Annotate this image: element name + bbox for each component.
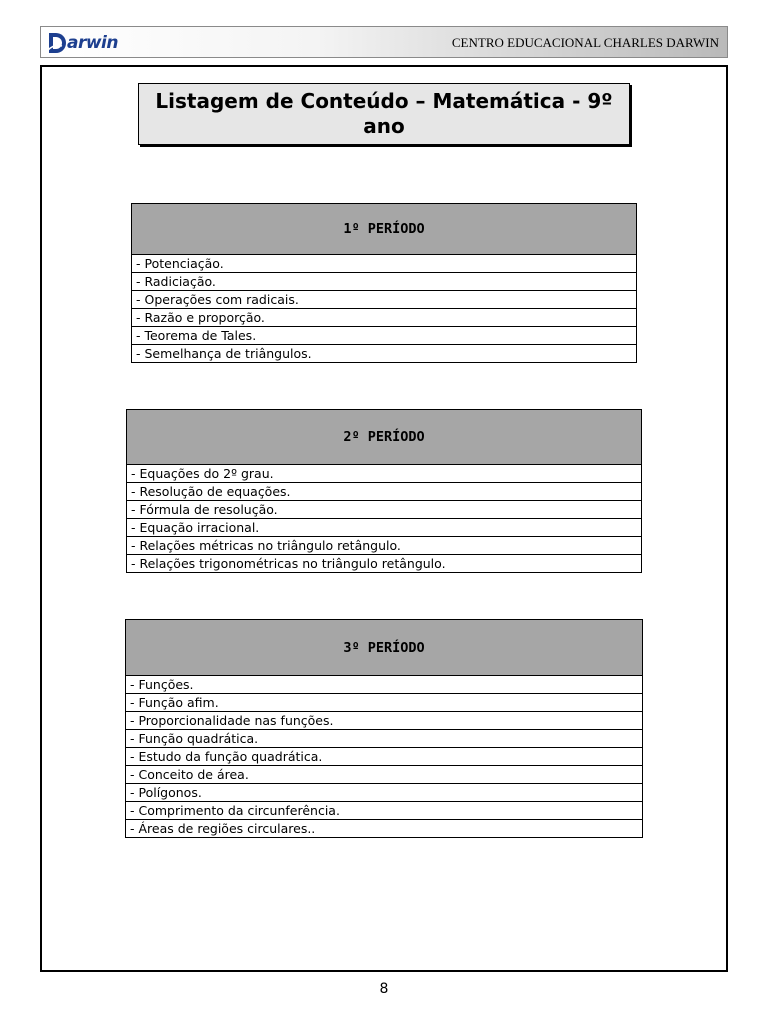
header-bar — [40, 26, 728, 58]
table-row — [126, 802, 643, 820]
page-number: 8 — [379, 981, 389, 997]
table-row — [126, 784, 643, 802]
table-row — [127, 501, 642, 519]
content-item: - Estudo da função quadrática. — [126, 748, 643, 766]
content-item: - Comprimento da circunferência. — [126, 802, 643, 820]
content-item: - Relações métricas no triângulo retângulo. — [127, 537, 642, 555]
content-item: - Polígonos. — [126, 784, 643, 802]
content-item: - Áreas de regiões circulares.. — [126, 820, 643, 838]
table-row — [127, 483, 642, 501]
content-item: - Relações trigonométricas no triângulo retângulo. — [127, 555, 642, 573]
content-item: - Potenciação. — [132, 255, 637, 273]
content-item: - Equações do 2º grau. — [127, 465, 642, 483]
table-row — [132, 309, 637, 327]
content-item: - Fórmula de resolução. — [127, 501, 642, 519]
period-table-2 — [126, 409, 642, 573]
table-row — [127, 555, 642, 573]
content-item: - Operações com radicais. — [132, 291, 637, 309]
table-row — [132, 291, 637, 309]
table-row — [127, 465, 642, 483]
table-row — [126, 748, 643, 766]
content-item: - Radiciação. — [132, 273, 637, 291]
period-heading: 2º PERÍODO — [127, 410, 642, 465]
content-item: - Proporcionalidade nas funções. — [126, 712, 643, 730]
table-row — [132, 273, 637, 291]
table-row — [126, 712, 643, 730]
content-item: - Razão e proporção. — [132, 309, 637, 327]
period-table-1 — [131, 203, 637, 363]
title-box — [138, 83, 630, 145]
content-item: - Conceito de área. — [126, 766, 643, 784]
school-name: CENTRO EDUCACIONAL CHARLES DARWIN — [451, 35, 719, 50]
table-row — [127, 537, 642, 555]
page-title: Listagem de Conteúdo – Matemática - 9º ano — [155, 89, 613, 138]
content-item: - Função quadrática. — [126, 730, 643, 748]
period-table-3 — [125, 619, 643, 838]
period-heading: 1º PERÍODO — [132, 204, 637, 255]
content-item: - Funções. — [126, 676, 643, 694]
logo-text: arwin — [67, 33, 118, 53]
period-heading: 3º PERÍODO — [126, 620, 643, 676]
table-row — [126, 766, 643, 784]
content-item: - Função afim. — [126, 694, 643, 712]
table-row — [132, 327, 637, 345]
table-row — [132, 345, 637, 363]
table-row — [127, 519, 642, 537]
content-item: - Semelhança de triângulos. — [132, 345, 637, 363]
darwin-logo — [45, 29, 118, 57]
content-item: - Teorema de Tales. — [132, 327, 637, 345]
table-row — [126, 676, 643, 694]
content-item: - Equação irracional. — [127, 519, 642, 537]
table-row — [132, 255, 637, 273]
content-item: - Resolução de equações. — [127, 483, 642, 501]
table-row — [126, 694, 643, 712]
table-row — [126, 730, 643, 748]
table-row — [126, 820, 643, 838]
